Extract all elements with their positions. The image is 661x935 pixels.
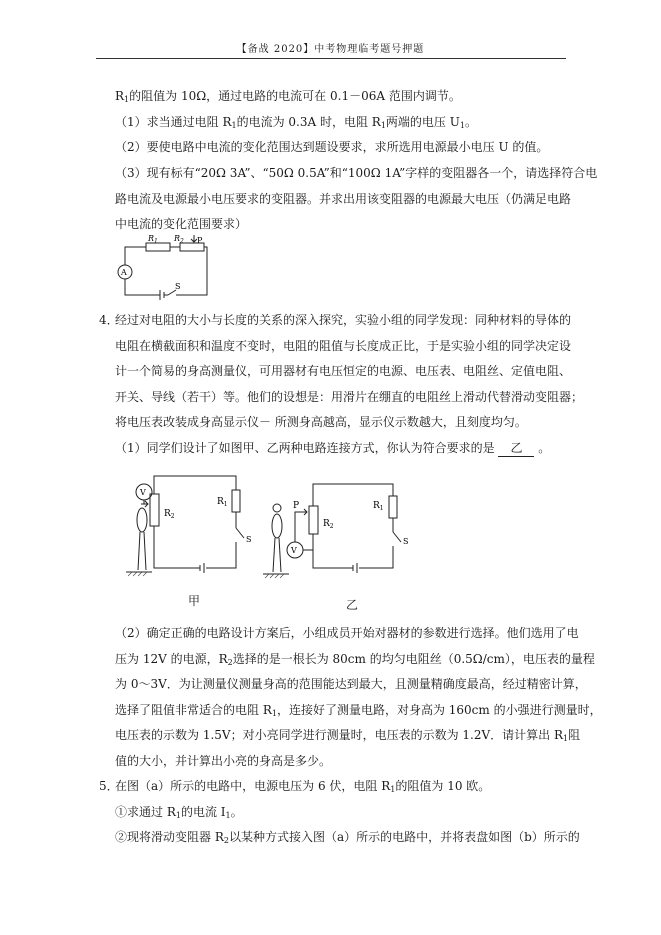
label-r2: $R_2$ — [323, 519, 334, 530]
wire-right — [176, 247, 207, 295]
switch-lever — [236, 528, 244, 538]
q4-part-2-line-2: 压为 12V 的电源，$R_2$选择的是一根长为 80cm 的均匀电阻丝（0.5Ω/cm），电压表的量程 — [115, 652, 595, 667]
figure-yi — [263, 478, 413, 588]
answer-blank: 乙 — [498, 440, 534, 457]
q5-number: 5． — [99, 779, 119, 793]
caption-yi: 乙 — [346, 598, 359, 612]
voltmeter-lead-top — [295, 512, 299, 542]
q4-line-4: 开关、导线（若干）等。他们的设想是：用滑片在绷直的电阻丝上滑动代替滑动变阻器； — [115, 390, 584, 404]
q4-part-2-line-4: 选择了阻值非常适合的电阻 $R_1$，连接好了测量电路，对身高为 160cm 的小强进行测量时， — [115, 703, 602, 718]
q4-line-3: 计一个简易的身高测量仪，可用器材有电压恒定的电源、电压表、电阻丝、定值电阻、 — [115, 364, 572, 378]
ground-hatch — [128, 572, 147, 576]
q3-part-3-cont-1: 路电流及电源最小电压要求的变阻器。并求出用该变阻器的电源最大电压（仍满足电路 — [115, 192, 572, 206]
figure-jia — [126, 466, 256, 586]
caption-jia: 甲 — [188, 594, 201, 608]
label-voltmeter: V — [291, 546, 297, 555]
resistor-r1 — [146, 243, 170, 251]
q5-part-2: ②现将滑动变阻器 $R_2$以某种方式接入图（a）所示的电路中，并将表盘如图（b）所示的 — [115, 830, 580, 845]
q3-part-3-cont-2: 中电流的变化范围要求） — [115, 217, 248, 231]
q5-line-1: 在图（a）所示的电路中，电源电压为 6 伏，电阻 $R_1$的阻值为 10 欧。 — [115, 779, 491, 794]
q3-line-1: $R_1$的阻值为 10Ω，通过电路的电流可在 0.1－06A 范围内调节。 — [115, 89, 461, 104]
q4-number: 4． — [99, 313, 119, 327]
label-switch: S — [403, 537, 409, 546]
wire-left-bottom — [125, 279, 160, 295]
switch-lever — [393, 532, 401, 542]
wire-left-bottom — [154, 526, 200, 568]
label-switch: S — [246, 535, 252, 544]
person-head — [273, 504, 281, 512]
person-leg-left — [273, 538, 275, 572]
header-rule — [96, 58, 566, 59]
label-ammeter: A — [121, 268, 127, 277]
q4-part-2-line-6: 值的大小，并计算出小亮的身高是多少。 — [115, 754, 332, 768]
label-r1: $R_1$ — [373, 501, 384, 512]
label-p: P — [197, 236, 203, 245]
rheostat-r2 — [150, 494, 159, 526]
label-voltmeter: V — [140, 488, 146, 497]
q3-circuit-diagram — [108, 235, 218, 303]
wire-left-top — [125, 247, 146, 265]
label-r1: $R_1$ — [148, 235, 158, 245]
q4-part-2-line-5: 电压表的示数为 1.5V；对小亮同学进行测量时，电压表的示数为 1.2V．请计算出 $R_1$阻 — [115, 728, 581, 743]
resistor-r1 — [389, 496, 397, 518]
wire-right-bottom — [206, 542, 236, 568]
page-header: 【备战 2020】中考物理临考题号押题 — [236, 44, 425, 55]
label-r2: $R_2$ — [174, 235, 184, 245]
resistor-r1 — [232, 490, 240, 512]
label-switch: S — [175, 282, 181, 291]
person-leg-right — [144, 532, 146, 570]
q3-part-3: （3）现有标有“20Ω 3A”、“50Ω 0.5A”和“100Ω 1A”字样的变阻器各一个，请选择符合电 — [115, 166, 598, 180]
q4-part-2-line-3: 为 0～3V．为让测量仪测量身高的范围能达到最大，且测量精确度最高，经过精密计算， — [115, 677, 587, 691]
q3-part-2: （2）要使电路中电流的变化范围达到题设要求，求所选用电源最小电压 U 的值。 — [115, 140, 549, 154]
person-leg-right — [279, 538, 281, 572]
label-r1: $R_1$ — [217, 497, 228, 508]
q4-line-1: 经过对电阻的大小与长度的关系的深入探究，实验小组的同学发现：同种材料的导体的 — [115, 313, 572, 327]
q4-line-5: 将电压表改装成身高显示仪－ 所测身高越高，显示仪示数越大，且刻度均匀。 — [115, 415, 527, 429]
person-leg-left — [138, 532, 140, 570]
wire-top — [154, 476, 236, 494]
wire-right-bottom — [359, 546, 393, 568]
q5-part-1: ①求通过 $R_1$的电流 $I_1$。 — [115, 805, 243, 820]
label-r2: $R_2$ — [164, 509, 175, 520]
ground-hatch — [265, 574, 284, 578]
wire-left-bottom — [313, 534, 353, 568]
q4-line-2: 电阻在横截面积和温度不变时，电阻的阻值与长度成正比，于是实验小组的同学决定设 — [115, 339, 572, 353]
person-body — [137, 508, 147, 532]
label-p: P — [293, 501, 300, 511]
q3-part-1: （1）求当通过电阻 $R_1$的电流为 0.3A 时，电阻 $R_1$两端的电压 $U_1$。 — [115, 115, 477, 130]
rheostat-r2 — [309, 506, 318, 534]
wire-top — [313, 484, 393, 506]
person-body — [272, 514, 282, 538]
q4-part-2-line-1: （2）确定正确的电路设计方案后，小组成员开始对器材的参数进行选择。他们选用了电 — [115, 626, 579, 640]
q4-part-1: （1）同学们设计了如图甲、乙两种电路连接方式，你认为符合要求的是 乙 。 — [115, 441, 551, 455]
